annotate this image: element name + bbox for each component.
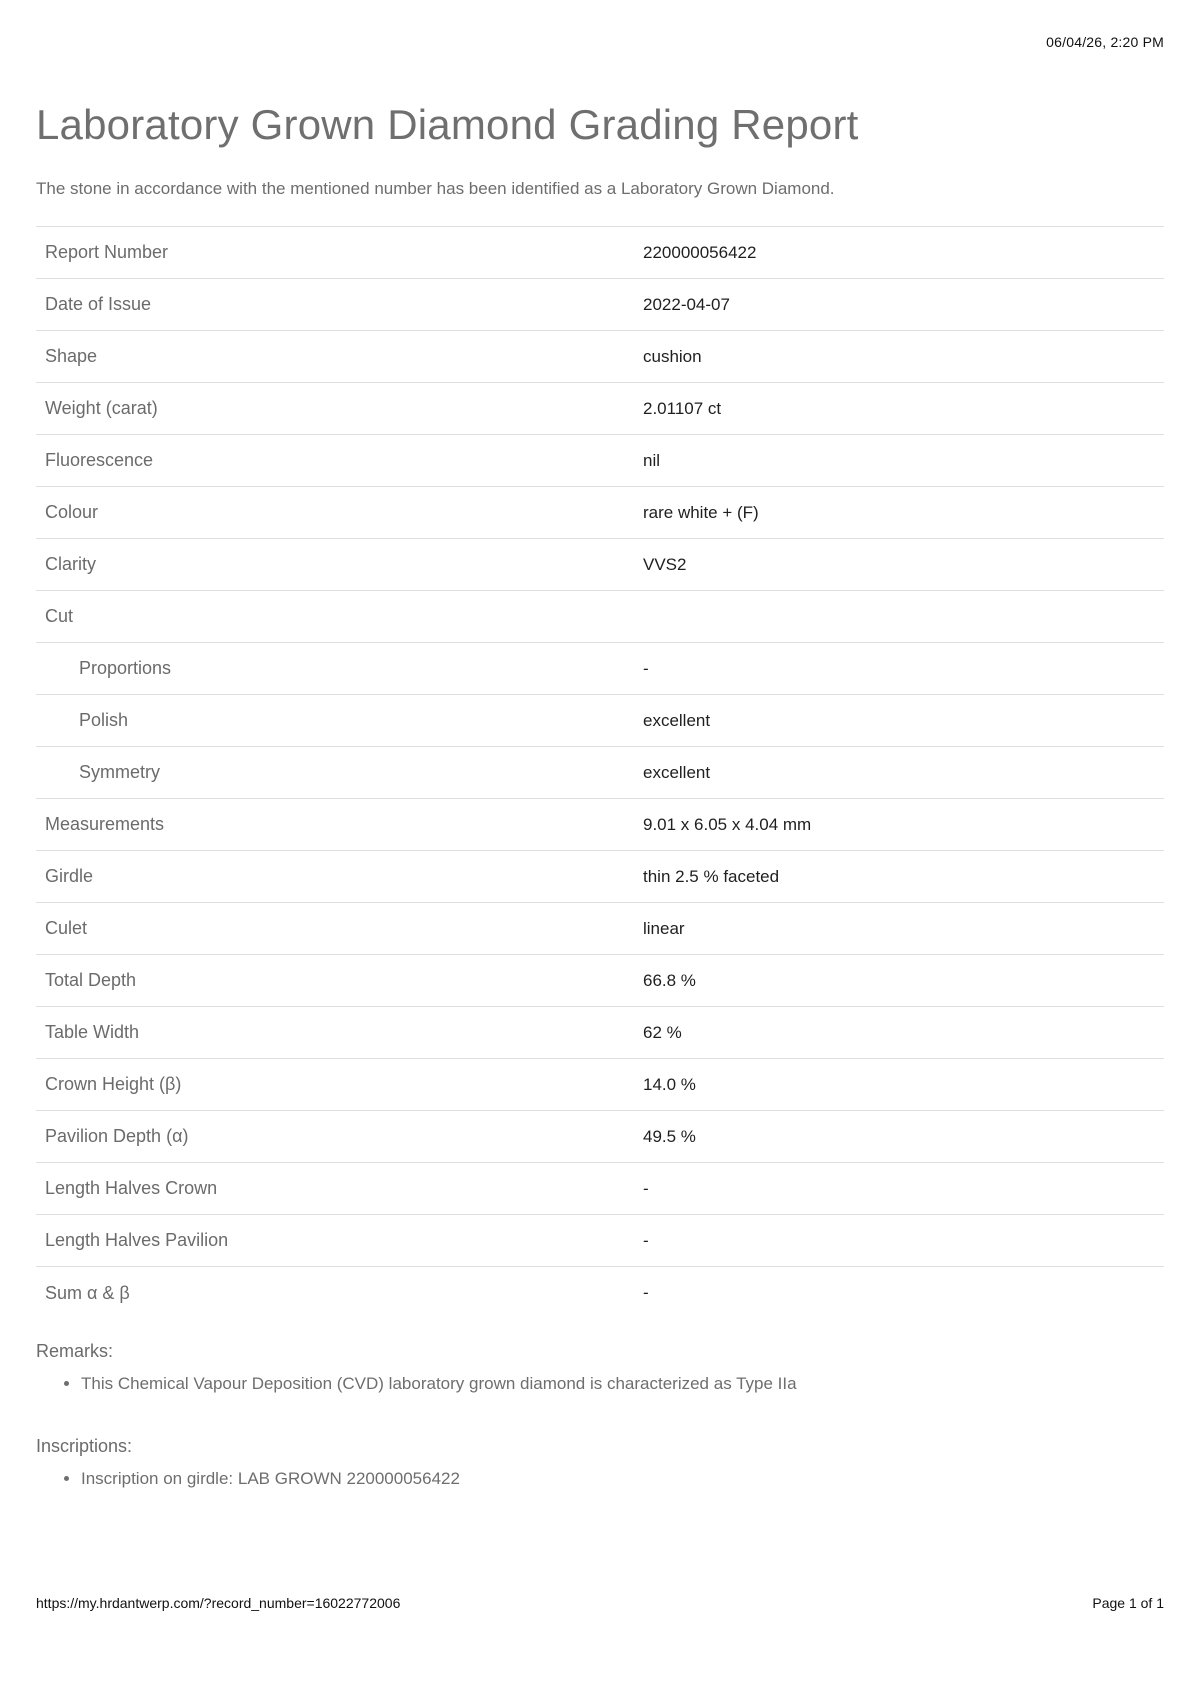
row-label-colour: Colour [45, 502, 99, 523]
table-row [36, 539, 1164, 591]
row-value-pavilion-depth: 49.5 % [643, 1126, 696, 1146]
table-row [36, 851, 1164, 903]
row-label-length-halves-pavilion: Length Halves Pavilion [45, 1230, 229, 1251]
row-label-symmetry: Symmetry [79, 762, 160, 783]
table-row [36, 331, 1164, 383]
table-row [36, 799, 1164, 851]
row-value-sum-alpha-beta: - [643, 1283, 649, 1303]
table-row [36, 383, 1164, 435]
print-date: 06/04/26, 2:20 PM [1046, 34, 1164, 50]
row-value-proportions: - [643, 658, 649, 678]
list-item: • This Chemical Vapour Deposition (CVD) laboratory grown diamond is characterized as Type IIa [81, 1372, 1164, 1396]
row-value-clarity: VVS2 [643, 554, 687, 574]
row-value-colour: rare white + (F) [643, 502, 759, 522]
row-value-date-of-issue: 2022-04-07 [643, 294, 730, 314]
remarks-heading: Remarks: [36, 1340, 114, 1361]
print-footer-page-number: Page 1 of 1 [1092, 1595, 1164, 1611]
row-value-measurements: 9.01 x 6.05 x 4.04 mm [643, 814, 812, 834]
row-value-length-halves-crown: - [643, 1178, 649, 1198]
inscriptions-heading: Inscriptions: [36, 1435, 133, 1456]
row-value-total-depth: 66.8 % [643, 970, 696, 990]
row-label-proportions: Proportions [79, 658, 172, 679]
table-row [36, 1059, 1164, 1111]
row-label-cut: Cut [45, 606, 74, 627]
table-row [36, 747, 1164, 799]
table-row [36, 1215, 1164, 1267]
remarks-list [36, 1372, 1164, 1396]
print-footer-url: https://my.hrdantwerp.com/?record_number=16022772006 [36, 1595, 401, 1611]
table-row [36, 903, 1164, 955]
table-row [36, 227, 1164, 279]
row-label-weight: Weight (carat) [45, 398, 158, 419]
row-label-total-depth: Total Depth [45, 970, 137, 991]
row-label-clarity: Clarity [45, 554, 97, 575]
row-value-crown-height: 14.0 % [643, 1074, 696, 1094]
table-row [36, 1267, 1164, 1319]
row-label-sum-alpha-beta: Sum α & β [45, 1282, 130, 1303]
row-label-report-number: Report Number [45, 242, 169, 263]
report-content [36, 100, 1164, 1491]
row-value-fluorescence: nil [643, 450, 661, 470]
row-value-length-halves-pavilion: - [643, 1230, 649, 1250]
row-label-culet: Culet [45, 918, 88, 939]
table-row [36, 435, 1164, 487]
inscriptions-list [36, 1467, 1164, 1491]
table-row [36, 955, 1164, 1007]
row-value-weight: 2.01107 ct [643, 398, 722, 418]
row-value-culet: linear [643, 918, 685, 938]
table-row [36, 643, 1164, 695]
row-value-cut [634, 591, 1164, 643]
row-label-crown-height: Crown Height (β) [45, 1074, 182, 1095]
row-label-pavilion-depth: Pavilion Depth (α) [45, 1126, 189, 1147]
row-label-table-width: Table Width [45, 1022, 140, 1043]
table-row [36, 1111, 1164, 1163]
table-row [36, 1007, 1164, 1059]
row-value-girdle: thin 2.5 % faceted [643, 866, 780, 886]
page-title: Laboratory Grown Diamond Grading Report [36, 101, 859, 148]
table-row [36, 279, 1164, 331]
row-label-measurements: Measurements [45, 814, 165, 835]
report-intro: The stone in accordance with the mentioned number has been identified as a Laboratory Grown Diamond. [36, 179, 835, 199]
row-label-fluorescence: Fluorescence [45, 450, 154, 471]
row-value-symmetry: excellent [643, 762, 711, 782]
row-value-report-number: 220000056422 [643, 242, 757, 262]
row-label-date-of-issue: Date of Issue [45, 294, 152, 315]
row-value-shape: cushion [643, 346, 702, 366]
table-row [36, 695, 1164, 747]
row-label-shape: Shape [45, 346, 98, 367]
table-row [36, 487, 1164, 539]
row-value-table-width: 62 % [643, 1022, 682, 1042]
row-label-girdle: Girdle [45, 866, 94, 887]
list-item: • Inscription on girdle: LAB GROWN 220000056422 [81, 1467, 1164, 1491]
table-row [36, 1163, 1164, 1215]
row-label-length-halves-crown: Length Halves Crown [45, 1178, 218, 1199]
row-label-polish: Polish [79, 710, 129, 731]
row-value-polish: excellent [643, 710, 711, 730]
grading-table [36, 226, 1164, 1319]
table-row [36, 591, 1164, 643]
